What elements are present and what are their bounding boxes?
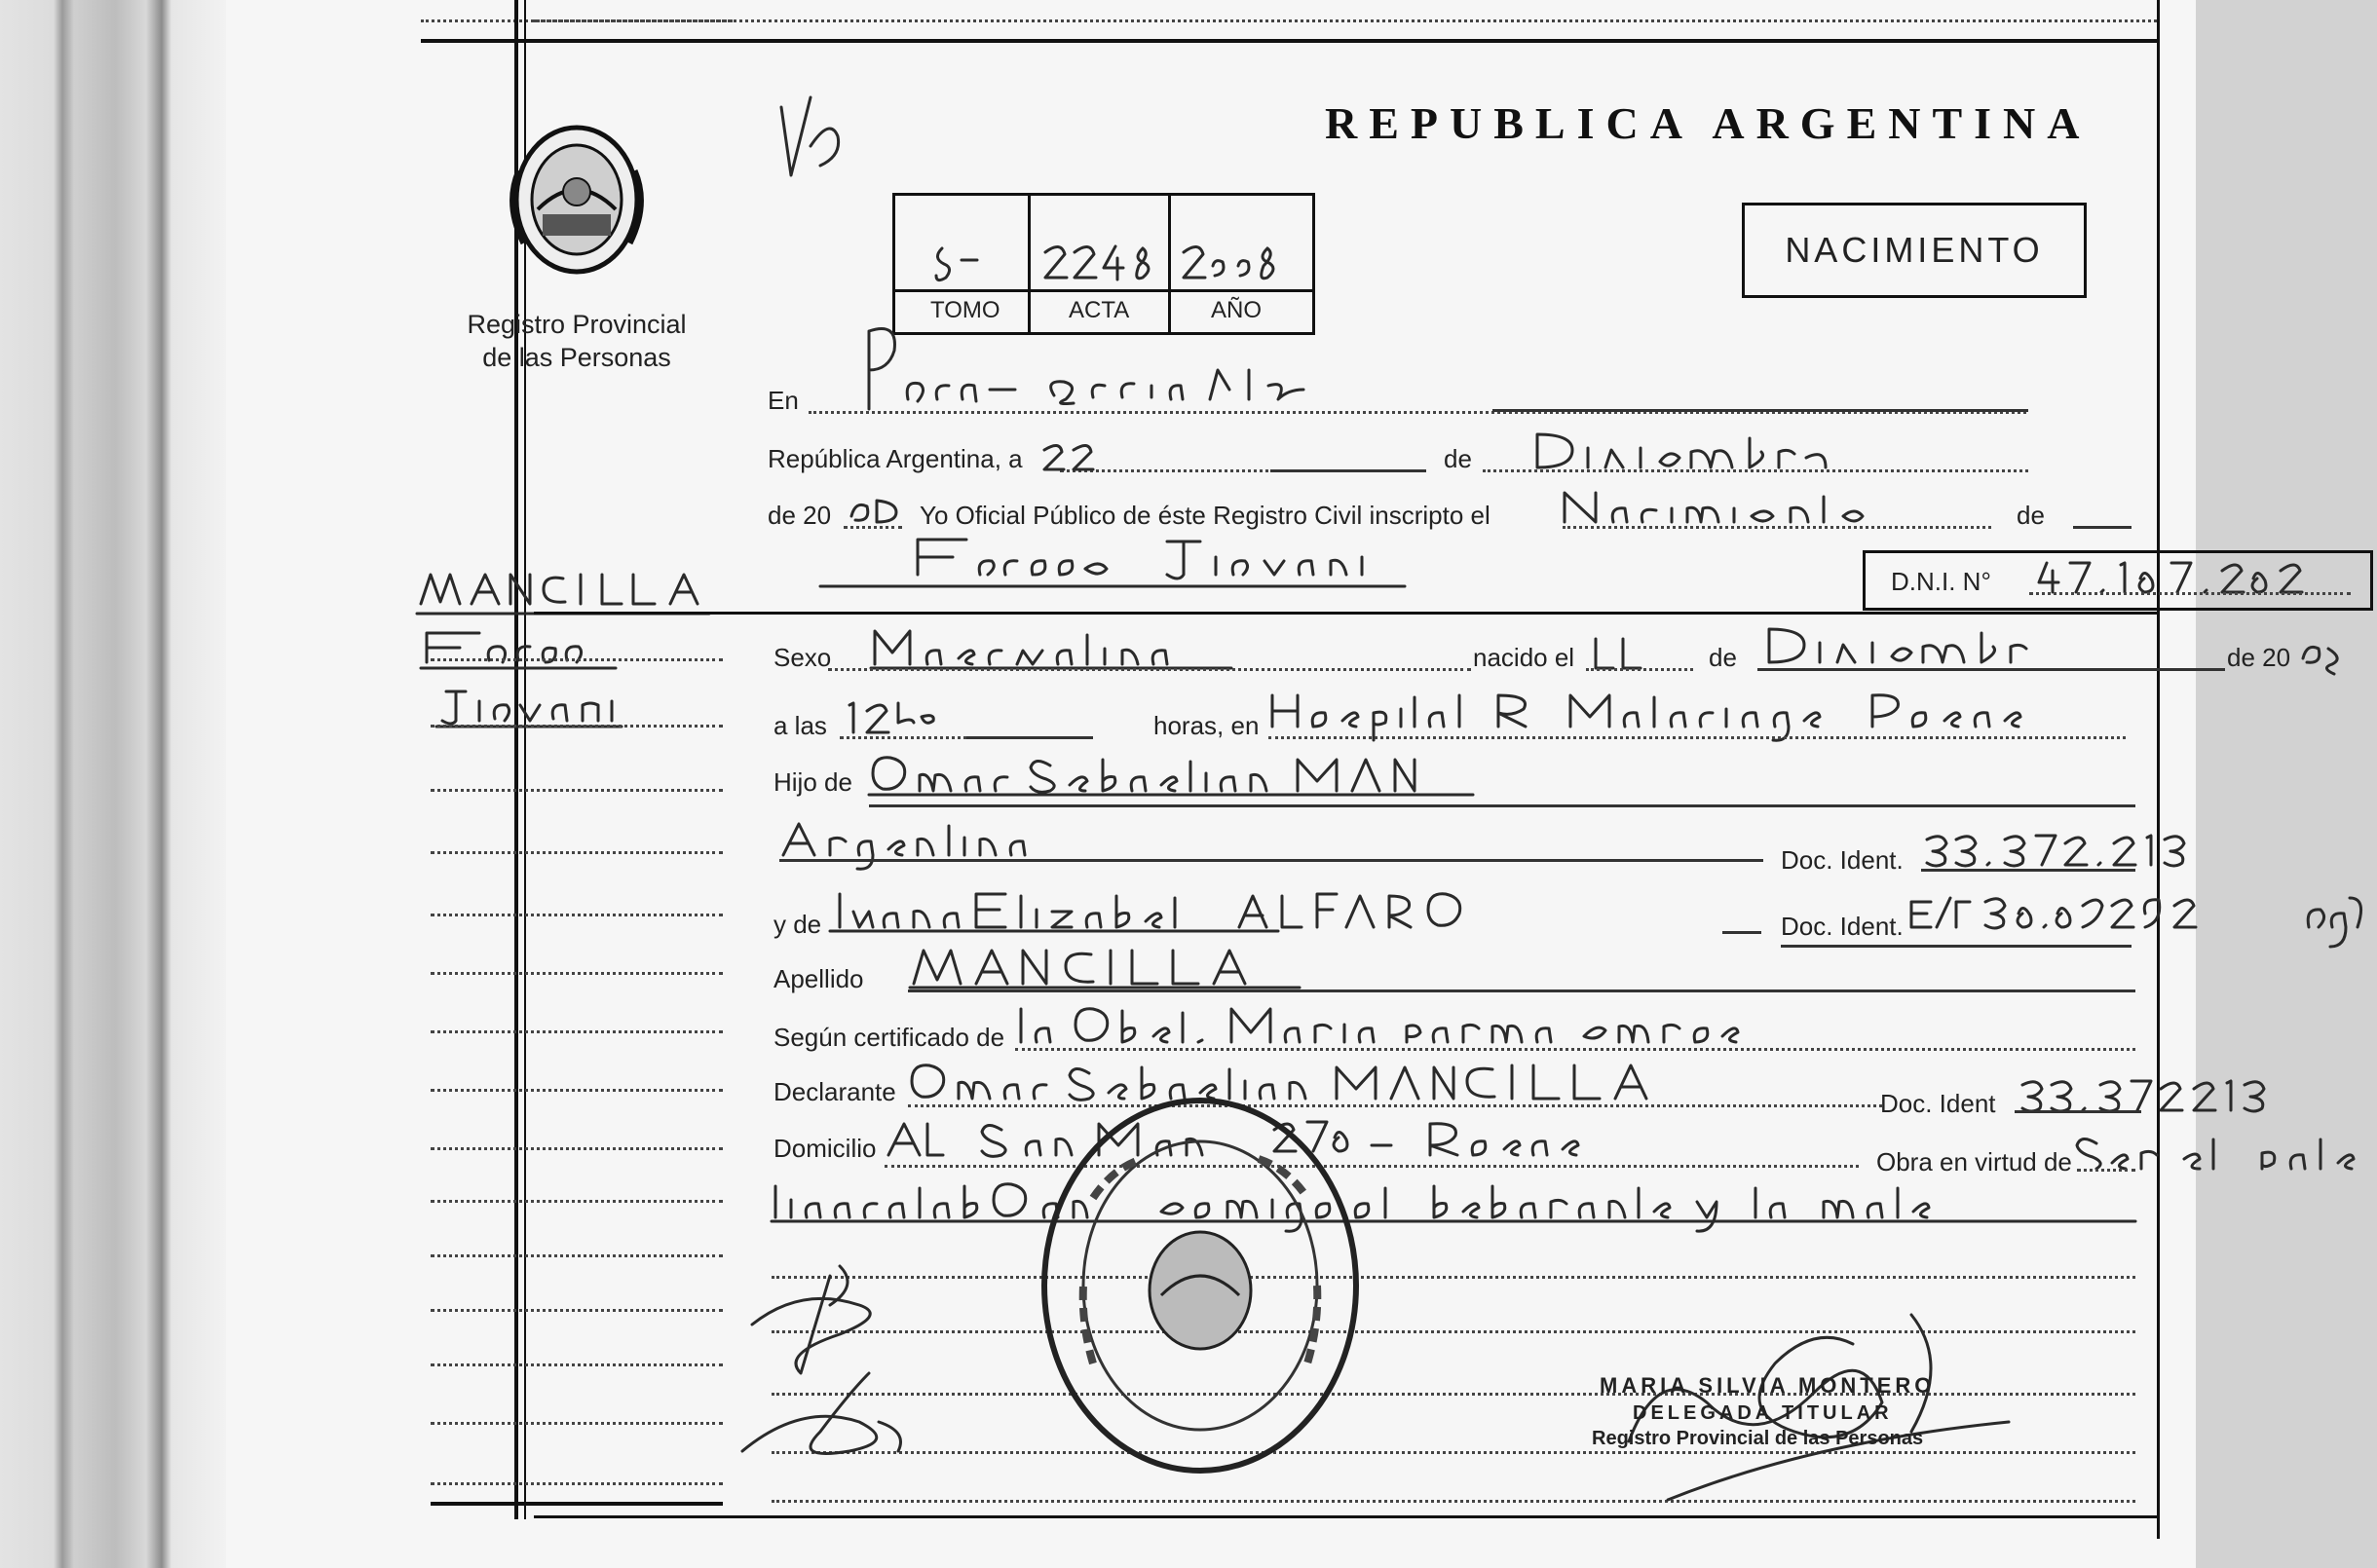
line-mother-end xyxy=(1722,931,1761,934)
margin-dotted-15 xyxy=(431,1482,723,1485)
dni-box xyxy=(1863,550,2373,611)
line-surname xyxy=(908,989,2135,992)
tomo-label: TOMO xyxy=(930,297,1000,323)
line-mother-doc xyxy=(1781,945,2132,948)
mother-doc-annotation-handwriting xyxy=(2299,888,2377,971)
right-border xyxy=(2157,0,2160,1539)
record-box-divider-1 xyxy=(1028,196,1031,332)
hospital-handwriting xyxy=(1268,688,2126,751)
provincial-emblem xyxy=(499,112,655,282)
child-name-handwriting xyxy=(820,536,1405,599)
label-hijo-de: Hijo de xyxy=(773,767,852,797)
official-title-stamp: DELEGADA TITULAR xyxy=(1633,1402,1893,1424)
main-top-dotted-line xyxy=(534,19,2157,22)
margin-dotted-14 xyxy=(431,1422,723,1425)
month-handwriting xyxy=(1533,429,1865,482)
hour-handwriting xyxy=(844,697,961,741)
margin-dotted-2 xyxy=(431,725,723,728)
margin-dotted-4 xyxy=(431,851,723,854)
line-sexo xyxy=(828,668,1471,671)
line-certificate xyxy=(1015,1048,2135,1051)
country-title: REPUBLICA ARGENTINA xyxy=(1325,98,2092,148)
father-name-handwriting xyxy=(869,752,1453,805)
line-birth-day xyxy=(1586,668,1693,671)
label-dni: D.N.I. N° xyxy=(1891,567,1991,596)
main-top-rule xyxy=(534,39,2157,43)
official-org-stamp: Registro Provincial de las Personas xyxy=(1592,1428,1924,1449)
birth-year-handwriting xyxy=(2299,639,2358,683)
tomo-value-handwriting xyxy=(932,239,991,292)
label-sexo: Sexo xyxy=(773,643,832,672)
day-handwriting xyxy=(1040,440,1138,484)
margin-dotted-12 xyxy=(431,1309,723,1312)
mother-name-handwriting xyxy=(830,888,1687,942)
margin-dotted-11 xyxy=(431,1254,723,1257)
blank-line-1 xyxy=(772,1276,2135,1279)
label-declarante: Declarante xyxy=(773,1077,896,1106)
label-horas-en: horas, en xyxy=(1153,711,1260,740)
bottom-rule xyxy=(534,1515,2157,1518)
record-number-box xyxy=(892,193,1315,335)
label-obra: Obra en virtud de xyxy=(1876,1147,2072,1176)
margin-dotted-9 xyxy=(431,1147,723,1150)
label-republica-a: República Argentina, a xyxy=(768,444,1023,473)
line-obra xyxy=(2077,1169,2135,1172)
label-a-las: a las xyxy=(773,711,827,740)
label-de-end: de xyxy=(2017,501,2045,530)
act-handwriting xyxy=(1561,487,1892,531)
label-de-month: de xyxy=(1444,444,1472,473)
line-hour-fill xyxy=(966,736,1093,739)
margin-dotted-13 xyxy=(431,1363,723,1366)
margin-dotted-6 xyxy=(431,972,723,975)
official-name-stamp: MARIA SILVIA MONTERO xyxy=(1600,1373,1936,1398)
official-seal xyxy=(1035,1091,1366,1480)
label-de-20: de 20 xyxy=(768,501,832,530)
line-father-doc xyxy=(1921,869,2135,872)
place-handwriting xyxy=(859,321,1405,414)
record-box-divider-2 xyxy=(1168,196,1171,332)
registry-name-line1: Registro Provincial xyxy=(467,310,687,339)
line-year xyxy=(844,526,902,529)
line-de-end xyxy=(2073,526,2132,529)
line-dni xyxy=(2029,592,2351,595)
label-segun: Según certificado de xyxy=(773,1023,1005,1052)
label-y-de: y de xyxy=(773,910,822,939)
line-declarant-doc xyxy=(2015,1110,2141,1113)
line-address xyxy=(885,1165,1859,1168)
line-father xyxy=(869,804,2135,807)
label-en: En xyxy=(768,386,799,415)
line-day-fill xyxy=(1270,469,1426,472)
anio-value-handwriting xyxy=(1180,239,1306,292)
margin-surname-handwriting xyxy=(417,565,719,628)
acta-label: ACTA xyxy=(1069,297,1130,323)
line-act xyxy=(1563,526,1991,529)
certificate-page xyxy=(226,0,2291,1568)
binder-spine xyxy=(0,0,226,1568)
section-rule-1 xyxy=(534,612,2157,615)
margin-dotted-10 xyxy=(431,1200,723,1203)
father-doc-handwriting xyxy=(1923,830,2215,874)
label-apellido: Apellido xyxy=(773,964,864,993)
line-father-nationality xyxy=(779,859,1763,862)
margin-bottom-rule xyxy=(431,1502,723,1506)
margin-dotted-8 xyxy=(431,1089,723,1092)
initials-handwriting xyxy=(772,78,849,190)
obra-continuation-handwriting xyxy=(772,1178,2135,1232)
margin-dotted-5 xyxy=(431,914,723,916)
line-en-fill xyxy=(1492,409,2028,412)
margin-dotted-1 xyxy=(431,658,723,661)
margin-dotted-3 xyxy=(431,789,723,792)
line-birth-month xyxy=(1757,668,2225,671)
label-oficial: Yo Oficial Público de éste Registro Civil inscripto el xyxy=(920,501,1490,530)
mother-doc-handwriting xyxy=(1907,892,2239,946)
registry-name-line2: de las Personas xyxy=(482,343,671,372)
label-nacido-el: nacido el xyxy=(1473,643,1575,672)
acta-value-handwriting xyxy=(1041,239,1168,292)
signature-left-2 xyxy=(733,1363,927,1475)
label-de-20-2: de 20 xyxy=(2227,643,2291,672)
anio-label: AÑO xyxy=(1211,297,1263,323)
label-doc-ident-3: Doc. Ident xyxy=(1880,1089,1996,1118)
line-place xyxy=(1268,736,2126,739)
margin-dotted-7 xyxy=(431,1030,723,1033)
record-type: NACIMIENTO xyxy=(1742,203,2087,298)
label-doc-ident-1: Doc. Ident. xyxy=(1781,845,1904,875)
label-doc-ident-2: Doc. Ident. xyxy=(1781,912,1904,941)
label-de-mes: de xyxy=(1709,643,1737,672)
obra-handwriting xyxy=(2077,1130,2369,1174)
margin-name1-handwriting xyxy=(421,623,616,677)
label-domicilio: Domicilio xyxy=(773,1134,877,1163)
